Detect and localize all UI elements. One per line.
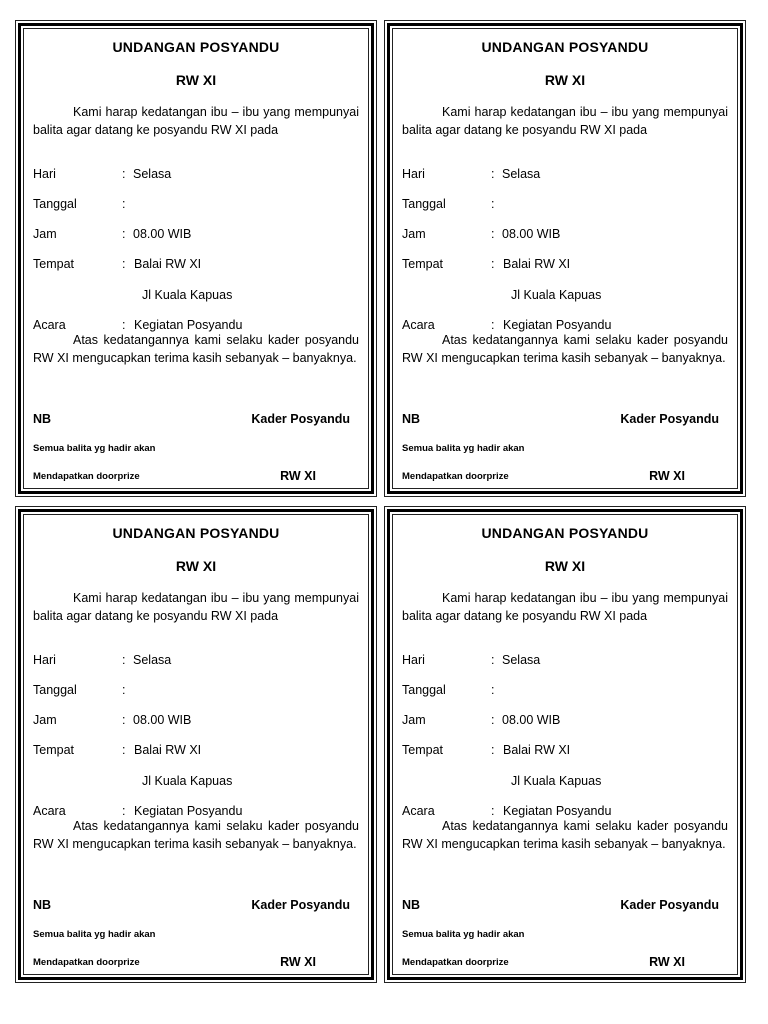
colon: : xyxy=(122,197,126,211)
invitation-card xyxy=(384,20,746,497)
hari-value: Selasa xyxy=(502,167,541,181)
row-tempat xyxy=(33,255,359,273)
tempat-label: Tempat xyxy=(33,743,74,757)
jam-label: Jam xyxy=(33,713,57,727)
note-line-1: Semua balita yg hadir akan xyxy=(402,929,525,940)
card-inner-border xyxy=(387,23,743,494)
tempat-value: Balai RW XI xyxy=(134,743,202,757)
colon: : xyxy=(491,683,495,697)
acara-label: Acara xyxy=(402,804,435,818)
closing-paragraph: Atas kedatangannya kami selaku kader posyandu RW XI mengucapkan terima kasih sebanyak – banyaknya. xyxy=(33,819,359,851)
signature-title: Kader Posyandu xyxy=(251,898,350,912)
acara-label: Acara xyxy=(33,804,66,818)
row-hari xyxy=(33,165,359,183)
tempat-value: Balai RW XI xyxy=(503,743,571,757)
row-tempat-address xyxy=(402,772,728,790)
note-line-1: Semua balita yg hadir akan xyxy=(33,929,156,940)
hari-value: Selasa xyxy=(133,167,172,181)
signature-title: Kader Posyandu xyxy=(620,898,719,912)
tanggal-label: Tanggal xyxy=(402,683,446,697)
jam-value: 08.00 WIB xyxy=(133,713,192,727)
acara-value: Kegiatan Posyandu xyxy=(503,318,612,332)
intro-paragraph: Kami harap kedatangan ibu – ibu yang mempunyai balita agar datang ke posyandu RW XI pada xyxy=(402,105,728,137)
row-jam xyxy=(402,711,728,729)
card-inner-border xyxy=(18,509,374,980)
colon: : xyxy=(491,197,495,211)
jam-value: 08.00 WIB xyxy=(502,713,561,727)
signature-org: RW XI xyxy=(649,955,685,969)
closing-paragraph: Atas kedatangannya kami selaku kader posyandu RW XI mengucapkan terima kasih sebanyak – banyaknya. xyxy=(402,333,728,365)
row-jam xyxy=(402,225,728,243)
tempat-address: Jl Kuala Kapuas xyxy=(511,774,602,788)
invitation-card xyxy=(15,506,377,983)
row-tanggal xyxy=(402,681,728,699)
colon: : xyxy=(122,257,126,271)
intro-paragraph: Kami harap kedatangan ibu – ibu yang mempunyai balita agar datang ke posyandu RW XI pada xyxy=(33,591,359,623)
card-subtitle: RW XI xyxy=(544,72,586,88)
card-inner-border xyxy=(387,509,743,980)
note-line-2: Mendapatkan doorprize xyxy=(402,957,509,968)
hari-label: Hari xyxy=(33,653,56,667)
signature-title: Kader Posyandu xyxy=(251,412,350,426)
tempat-address: Jl Kuala Kapuas xyxy=(142,288,233,302)
colon: : xyxy=(122,653,126,667)
tempat-label: Tempat xyxy=(402,743,443,757)
tanggal-label: Tanggal xyxy=(33,683,77,697)
signature-org: RW XI xyxy=(280,955,316,969)
card-content xyxy=(23,28,369,489)
colon: : xyxy=(491,743,495,757)
row-tanggal xyxy=(33,681,359,699)
row-tempat-address xyxy=(33,286,359,304)
tempat-value: Balai RW XI xyxy=(503,257,571,271)
colon: : xyxy=(491,653,495,667)
row-jam xyxy=(33,711,359,729)
row-hari xyxy=(402,165,728,183)
note-line-2: Mendapatkan doorprize xyxy=(402,471,509,482)
card-subtitle: RW XI xyxy=(544,558,586,574)
nb-label: NB xyxy=(33,412,52,426)
invitation-card xyxy=(384,506,746,983)
jam-value: 08.00 WIB xyxy=(502,227,561,241)
colon: : xyxy=(122,713,126,727)
hari-value: Selasa xyxy=(133,653,172,667)
acara-value: Kegiatan Posyandu xyxy=(134,804,243,818)
nb-label: NB xyxy=(402,898,421,912)
nb-label: NB xyxy=(402,412,421,426)
hari-label: Hari xyxy=(402,653,425,667)
tempat-label: Tempat xyxy=(402,257,443,271)
row-tanggal xyxy=(33,195,359,213)
acara-label: Acara xyxy=(33,318,66,332)
tempat-value: Balai RW XI xyxy=(134,257,202,271)
note-line-1: Semua balita yg hadir akan xyxy=(402,443,525,454)
colon: : xyxy=(122,683,126,697)
card-inner-border xyxy=(18,23,374,494)
row-hari xyxy=(402,651,728,669)
jam-value: 08.00 WIB xyxy=(133,227,192,241)
colon: : xyxy=(491,318,495,332)
acara-label: Acara xyxy=(402,318,435,332)
row-tempat-address xyxy=(402,286,728,304)
signature-org: RW XI xyxy=(649,469,685,483)
row-tempat xyxy=(402,255,728,273)
signature-org: RW XI xyxy=(280,469,316,483)
card-title: UNDANGAN POSYANDU xyxy=(112,39,280,55)
colon: : xyxy=(122,167,126,181)
acara-value: Kegiatan Posyandu xyxy=(134,318,243,332)
closing-paragraph: Atas kedatangannya kami selaku kader posyandu RW XI mengucapkan terima kasih sebanyak – banyaknya. xyxy=(402,819,728,851)
colon: : xyxy=(491,227,495,241)
row-jam xyxy=(33,225,359,243)
tanggal-label: Tanggal xyxy=(402,197,446,211)
colon: : xyxy=(491,167,495,181)
note-line-1: Semua balita yg hadir akan xyxy=(33,443,156,454)
card-content xyxy=(392,28,738,489)
note-line-2: Mendapatkan doorprize xyxy=(33,957,140,968)
colon: : xyxy=(491,804,495,818)
colon: : xyxy=(122,804,126,818)
card-title: UNDANGAN POSYANDU xyxy=(481,525,649,541)
card-subtitle: RW XI xyxy=(175,558,217,574)
intro-paragraph: Kami harap kedatangan ibu – ibu yang mempunyai balita agar datang ke posyandu RW XI pada xyxy=(402,591,728,623)
nb-label: NB xyxy=(33,898,52,912)
colon: : xyxy=(122,227,126,241)
tempat-address: Jl Kuala Kapuas xyxy=(511,288,602,302)
hari-label: Hari xyxy=(33,167,56,181)
row-tanggal xyxy=(402,195,728,213)
card-content xyxy=(23,514,369,975)
jam-label: Jam xyxy=(402,227,426,241)
colon: : xyxy=(491,713,495,727)
card-content xyxy=(392,514,738,975)
hari-value: Selasa xyxy=(502,653,541,667)
jam-label: Jam xyxy=(33,227,57,241)
tanggal-label: Tanggal xyxy=(33,197,77,211)
colon: : xyxy=(122,318,126,332)
row-tempat xyxy=(33,741,359,759)
intro-paragraph: Kami harap kedatangan ibu – ibu yang mempunyai balita agar datang ke posyandu RW XI pada xyxy=(33,105,359,137)
card-title: UNDANGAN POSYANDU xyxy=(481,39,649,55)
tempat-label: Tempat xyxy=(33,257,74,271)
row-tempat-address xyxy=(33,772,359,790)
signature-title: Kader Posyandu xyxy=(620,412,719,426)
jam-label: Jam xyxy=(402,713,426,727)
colon: : xyxy=(122,743,126,757)
invitation-card xyxy=(15,20,377,497)
acara-value: Kegiatan Posyandu xyxy=(503,804,612,818)
card-title: UNDANGAN POSYANDU xyxy=(112,525,280,541)
tempat-address: Jl Kuala Kapuas xyxy=(142,774,233,788)
closing-paragraph: Atas kedatangannya kami selaku kader posyandu RW XI mengucapkan terima kasih sebanyak – banyaknya. xyxy=(33,333,359,365)
note-line-2: Mendapatkan doorprize xyxy=(33,471,140,482)
card-subtitle: RW XI xyxy=(175,72,217,88)
row-tempat xyxy=(402,741,728,759)
row-hari xyxy=(33,651,359,669)
colon: : xyxy=(491,257,495,271)
hari-label: Hari xyxy=(402,167,425,181)
